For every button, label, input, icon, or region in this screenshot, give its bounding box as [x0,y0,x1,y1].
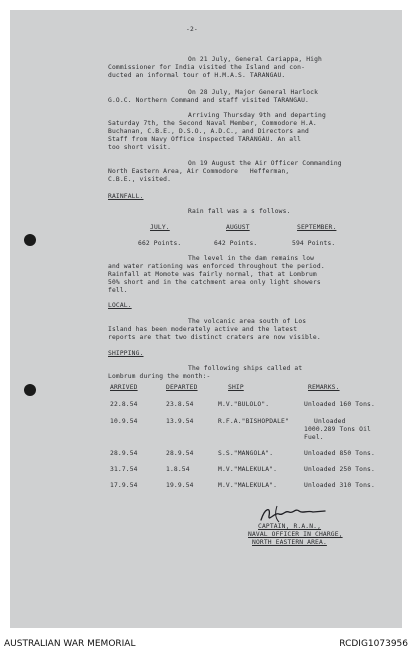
paragraph-line: Rainfall at Momote was fairly normal, that at Lombrum [108,271,317,278]
paragraph-line: The following ships called at [188,365,303,372]
paragraph-line: reports are that two distinct craters are now visible. [108,334,321,341]
footer-bar [0,636,412,653]
shipping-heading: SHIPPING. [108,350,144,357]
table-cell-remarks: 1000.289 Tons Oil [304,426,371,433]
punch-hole [24,234,36,246]
paragraph-line: The level in the dam remains low [188,255,315,262]
rain-points: 642 Points. [214,240,258,247]
table-cell-ship: M.V."MALEKULA". [218,466,278,473]
table-cell-arrived: 10.9.54 [110,418,138,425]
paragraph-line: Commissioner for India visited the Island and con- [108,64,306,71]
rain-points: 662 Points. [138,240,182,247]
paragraph-line: Arriving Thursday 9th and departing [188,112,326,119]
table-cell-remarks: Fuel. [304,434,324,441]
table-cell-ship: R.F.A."BISHOPDALE" [218,418,289,425]
footer-credit: AUSTRALIAN WAR MEMORIAL [4,639,136,649]
table-header: ARRIVED [110,384,138,391]
paragraph-line: On 21 July, General Cariappa, High [188,56,322,63]
page-number: -2- [186,26,198,33]
paragraph-line: The volcanic area south of Los [188,318,307,325]
paragraph-line: C.B.E., visited. [108,176,172,183]
paragraph-line: fell. [108,287,128,294]
table-cell-arrived: 17.9.54 [110,482,138,489]
paragraph-line: ducted an informal tour of H.M.A.S. TARANGAU. [108,72,286,79]
table-cell-remarks: Unloaded 850 Tons. [304,450,375,457]
paragraph-line: G.O.C. Northern Command and staff visited TARANGAU. [108,97,309,104]
paragraph-line: 50% short and in the catchment area only light showers [108,279,321,286]
table-cell-arrived: 22.8.54 [110,401,138,408]
table-cell-ship: S.S."MANGOLA". [218,450,274,457]
paragraph-line: Saturday 7th, the Second Naval Member, Commodore H.A. [108,120,317,127]
signature-line: CAPTAIN, R.A.N., [258,523,322,530]
table-cell-remarks: Unloaded 250 Tons. [304,466,375,473]
table-cell-departed: 23.8.54 [166,401,194,408]
table-cell-arrived: 31.7.54 [110,466,138,473]
paragraph-line: North Eastern Area, Air Commodore Hefferman, [108,168,290,175]
month-header: AUGUST [226,224,250,231]
table-cell-departed: 1.8.54 [166,466,190,473]
punch-hole [24,384,36,396]
rain-points: 594 Points. [292,240,336,247]
table-cell-arrived: 28.9.54 [110,450,138,457]
paragraph-line: Island has been moderately active and the latest [108,326,298,333]
table-cell-ship: M.V."MALEKULA". [218,482,278,489]
rainfall-heading: RAINFALL. [108,193,144,200]
footer-record-id: RCDIG1073956 [339,639,408,649]
table-cell-departed: 19.9.54 [166,482,194,489]
paragraph-line: Lombrum during the month:- [108,373,211,380]
table-cell-remarks: Unloaded 310 Tons. [304,482,375,489]
rainfall-intro: Rain fall was a s follows. [188,208,291,215]
paragraph-line: On 28 July, Major General Harlock [188,89,319,96]
signature-line: NORTH EASTERN AREA. [252,539,327,546]
local-heading: LOCAL. [108,302,132,309]
paragraph-line: too short visit. [108,144,172,151]
month-header: JULY. [150,224,170,231]
table-cell-departed: 28.9.54 [166,450,194,457]
signature-line: NAVAL OFFICER IN CHARGE, [248,531,343,538]
table-cell-remarks: Unloaded [314,418,346,425]
table-header: DEPARTED [166,384,198,391]
table-cell-remarks: Unloaded 160 Tons. [304,401,375,408]
table-cell-ship: M.V."BULOLO". [218,401,270,408]
month-header: SEPTEMBER. [297,224,337,231]
paragraph-line: Buchanan, C.B.E., D.S.O., A.D.C., and Directors and [108,128,309,135]
table-header: SHIP [228,384,244,391]
table-header: REMARKS. [308,384,340,391]
paragraph-line: Staff from Navy Office inspected TARANGAU. An all [108,136,302,143]
paragraph-line: and water rationing was enforced throughout the period. [108,263,325,270]
paragraph-line: On 19 August the Air Officer Commanding [188,160,342,167]
table-cell-departed: 13.9.54 [166,418,194,425]
